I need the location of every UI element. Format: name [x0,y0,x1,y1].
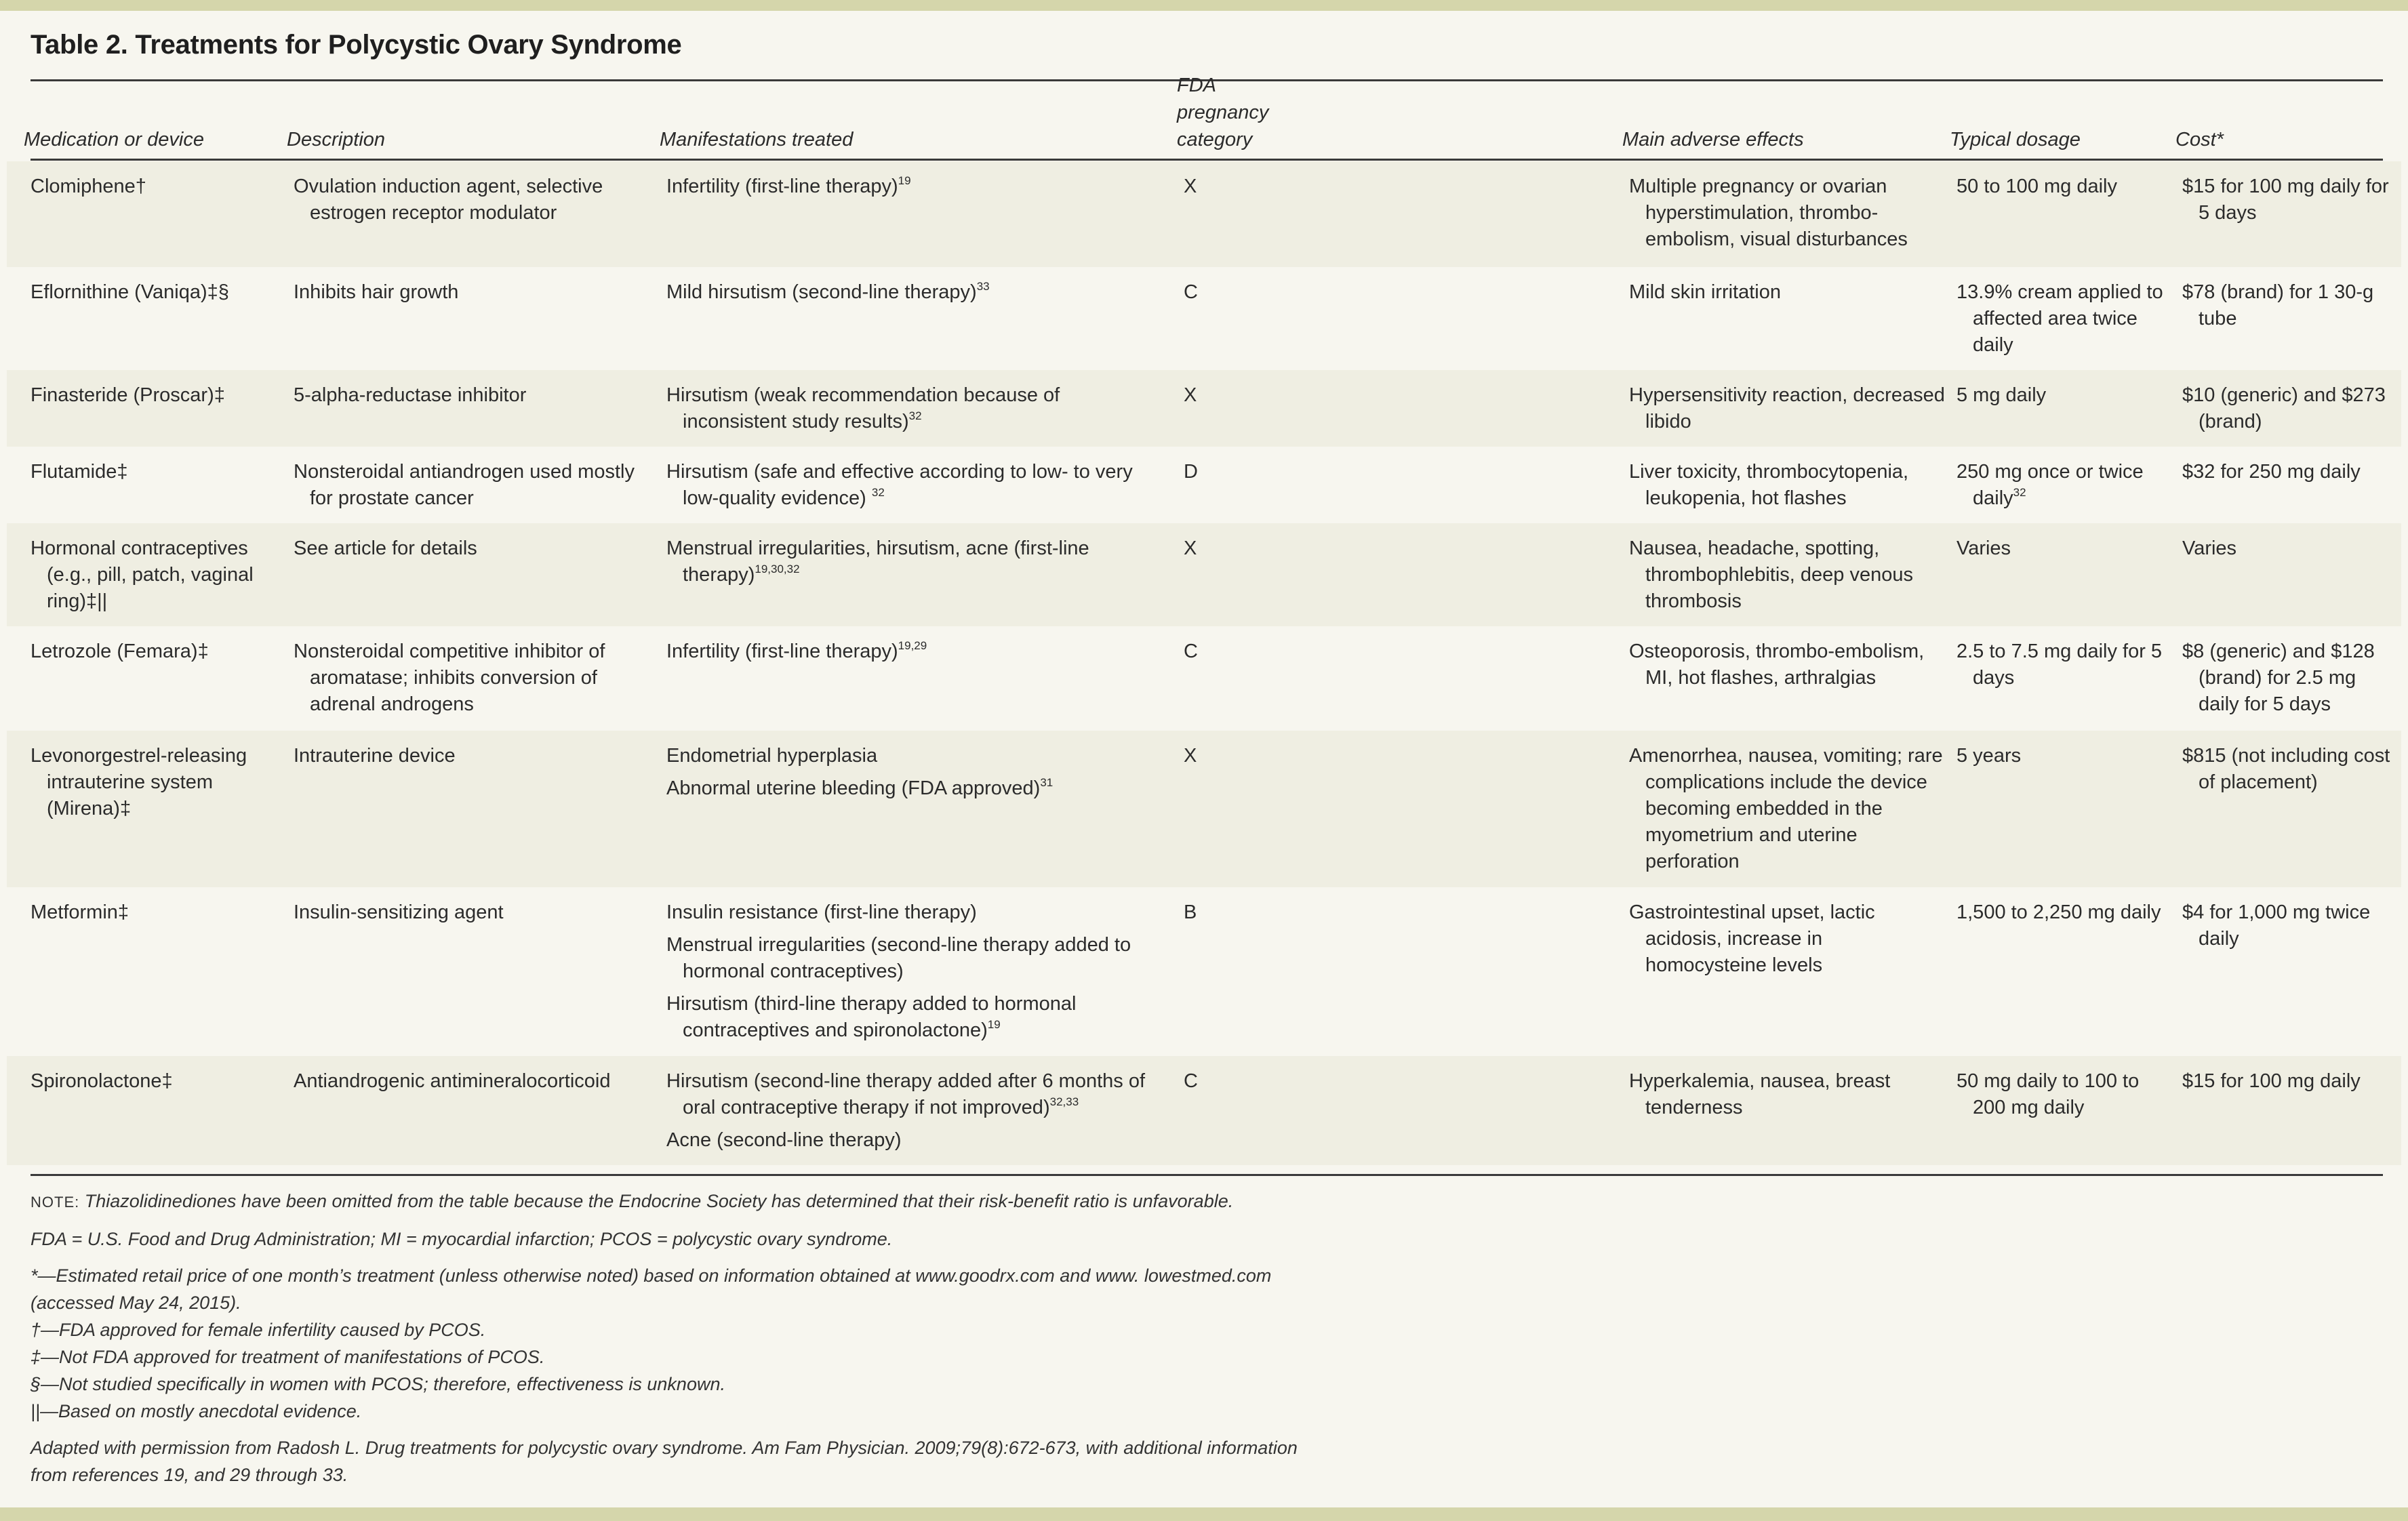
reference-superscript: 19 [898,174,911,187]
cell-fda-category [1184,638,1319,665]
cell-manifestations [666,535,1168,594]
table-row [7,161,2401,267]
manifestation-text: Hirsutism (third-line therapy added to hormonal contraceptives and spironolactone) [666,993,1077,1041]
note-line [31,1188,2335,1216]
cell-adverse-effects [1629,279,1948,306]
dosage-text: 2.5 to 7.5 mg daily for 5 days [1956,641,2163,689]
cell-adverse-effects [1629,1068,1948,1121]
reference-superscript: 19 [987,1018,1001,1031]
reference-superscript: 32,33 [1049,1095,1079,1108]
cell-medication [31,1068,281,1095]
cost-text: $815 (not including cost of placement) [2182,745,2390,793]
reference-superscript: 19,29 [898,639,927,652]
header-fda-category [1177,72,1312,153]
medication-text: Spironolactone‡ [31,1070,173,1092]
header-adverse-effects: Main adverse effects [1622,129,1804,150]
cell-description [294,535,646,562]
table-row [7,626,2401,731]
bottom-decorative-band [0,1507,2408,1521]
fda-category-text: B [1184,901,1197,923]
reference-superscript: 32 [2013,486,2026,499]
reference-superscript: 32 [871,486,885,499]
dosage-line [1956,638,2173,691]
table-bottom-rule [31,1174,2383,1176]
dosage-text: 1,500 to 2,250 mg daily [1956,901,2161,923]
cell-cost [2182,382,2399,435]
medication-text: Flutamide‡ [31,461,128,483]
adverse-effects-text: Hyperkalemia, nausea, breast tenderness [1629,1070,1891,1118]
medication-text: Hormonal contraceptives (e.g., pill, patch, vaginal ring)‡|| [31,538,254,612]
cell-manifestations [666,899,1168,1050]
cell-dosage [1956,459,2173,512]
dosage-line [1956,279,2173,359]
manifestation-item [666,1127,1168,1154]
dosage-line [1956,899,2173,926]
header-dosage: Typical dosage [1950,129,2081,150]
cell-medication [31,382,281,409]
manifestation-item [666,638,1168,665]
source-attribution: Adapted with permission from Radosh L. Drug treatments for polycystic ovary syndrome. Am Fam Physician. 2009;79(8):672-673, with additional information from references 19, and 29 through 33. [31,1438,1298,1485]
cell-description [294,1068,646,1095]
cell-dosage [1956,743,2173,769]
table-row [7,267,2401,370]
fda-category-text: C [1184,281,1198,303]
table-row [7,370,2401,447]
manifestation-text: Insulin resistance (first-line therapy) [666,901,977,923]
dosage-text: Varies [1956,538,2011,559]
cell-fda-category [1184,382,1319,409]
medication-text: Levonorgestrel-releasing intrauterine system (Mirena)‡ [31,745,247,819]
adverse-effects-text: Multiple pregnancy or ovarian hyperstimulation, thrombo-embolism, visual disturbances [1629,176,1908,250]
cell-dosage [1956,174,2173,200]
dosage-line [1956,743,2173,769]
header-fda-line2: category [1177,129,1253,150]
cell-description [294,382,646,409]
manifestation-text: Abnormal uterine bleeding (FDA approved) [666,777,1041,799]
cell-cost [2182,174,2399,226]
manifestation-item [666,991,1168,1044]
dosage-text: 50 to 100 mg daily [1956,176,2117,197]
cell-dosage [1956,1068,2173,1121]
dosage-text: 13.9% cream applied to affected area twice daily [1956,281,2163,356]
cost-text: $4 for 1,000 mg twice daily [2182,901,2371,950]
dosage-text: 5 mg daily [1956,384,2047,406]
reference-superscript: 33 [976,280,990,293]
cell-dosage [1956,279,2173,359]
cell-cost [2182,459,2399,485]
cell-description [294,743,646,769]
fda-category-text: C [1184,1070,1198,1092]
table-row [7,523,2401,626]
cell-adverse-effects [1629,382,1948,435]
reference-superscript: 32 [908,409,922,422]
cell-dosage [1956,535,2173,562]
medication-text: Eflornithine (Vaniqa)‡§ [31,281,229,303]
medication-text: Clomiphene† [31,176,146,197]
manifestation-text: Infertility (first-line therapy) [666,176,898,197]
abbreviations: FDA = U.S. Food and Drug Administration; MI = myocardial infarction; PCOS = polycystic ovary syndrome. [31,1229,893,1249]
cell-description [294,279,646,306]
manifestation-item [666,899,1168,926]
cell-medication [31,899,281,926]
dosage-text: 50 mg daily to 100 to 200 mg daily [1956,1070,2140,1118]
footnote-dagger: †—FDA approved for female infertility caused by PCOS. [31,1320,486,1340]
cell-fda-category [1184,279,1319,306]
fda-category-text: X [1184,538,1197,559]
medication-text: Metformin‡ [31,901,129,923]
manifestation-item [666,459,1168,512]
manifestation-text: Menstrual irregularities (second-line therapy added to hormonal contraceptives) [666,934,1131,982]
dosage-text: 250 mg once or twice daily [1956,461,2144,509]
cell-adverse-effects [1629,638,1948,691]
manifestation-text: Mild hirsutism (second-line therapy) [666,281,977,303]
cost-text: $32 for 250 mg daily [2182,461,2361,483]
footnote-double-dagger: ‡—Not FDA approved for treatment of manifestations of PCOS. [31,1347,545,1367]
manifestation-item [666,743,1168,769]
cell-medication [31,743,281,822]
fda-category-text: X [1184,176,1197,197]
dosage-line [1956,1068,2173,1121]
description-text: Nonsteroidal competitive inhibitor of aromatase; inhibits conversion of adrenal androgens [294,641,605,715]
cost-text: $78 (brand) for 1 30-g tube [2182,281,2374,329]
table-row [7,731,2401,887]
adverse-effects-text: Osteoporosis, thrombo-embolism, MI, hot flashes, arthralgias [1629,641,1925,689]
cost-text: $8 (generic) and $128 (brand) for 2.5 mg daily for 5 days [2182,641,2375,715]
cell-manifestations [666,743,1168,808]
cell-dosage [1956,899,2173,926]
description-text: Insulin-sensitizing agent [294,901,504,923]
cost-text: Varies [2182,538,2237,559]
fda-category-text: C [1184,641,1198,662]
cell-manifestations [666,638,1168,671]
table-row [7,447,2401,523]
manifestation-item [666,382,1168,435]
description-text: Antiandrogenic antimineralocorticoid [294,1070,611,1092]
footnote-cost: *—Estimated retail price of one month’s treatment (unless otherwise noted) based on information obtained at www.goodrx.com and www. lowestmed.com (accessed May 24, 2015). [31,1265,1272,1313]
reference-superscript: 31 [1040,776,1054,789]
cell-manifestations [666,382,1168,441]
cell-description [294,174,646,226]
cell-fda-category [1184,1068,1319,1095]
manifestation-text: Menstrual irregularities, hirsutism, acne (first-line therapy) [666,538,1089,586]
cost-text: $15 for 100 mg daily [2182,1070,2361,1092]
description-text: Intrauterine device [294,745,456,767]
cell-cost [2182,638,2399,718]
header-manifestations: Manifestations treated [660,129,854,150]
manifestation-text: Hirsutism (weak recommendation because of inconsistent study results) [666,384,1060,432]
manifestation-item [666,932,1168,985]
header-description: Description [287,129,386,150]
note-text: Thiazolidinediones have been omitted from the table because the Endocrine Society has determined that their risk-benefit ratio is unfavorable. [79,1191,1234,1211]
fda-category-text: X [1184,745,1197,767]
header-medication: Medication or device [24,129,204,150]
manifestation-item [666,279,1168,306]
header-rule [31,159,2383,161]
table-notes [31,1188,2335,1488]
cell-fda-category [1184,174,1319,200]
manifestation-item [666,1068,1168,1121]
cost-text: $15 for 100 mg daily for 5 days [2182,176,2389,224]
cell-description [294,459,646,512]
footnote-section: §—Not studied specifically in women with PCOS; therefore, effectiveness is unknown. [31,1374,725,1394]
cell-manifestations [666,1068,1168,1160]
description-text: See article for details [294,538,477,559]
cell-adverse-effects [1629,174,1948,253]
cell-cost [2182,279,2399,332]
fda-category-text: D [1184,461,1198,483]
manifestation-text: Hirsutism (second-line therapy added after 6 months of oral contraceptive therapy if not improved) [666,1070,1146,1118]
cell-fda-category [1184,535,1319,562]
description-text: Nonsteroidal antiandrogen used mostly for prostate cancer [294,461,635,509]
fda-category-text: X [1184,384,1197,406]
dosage-line [1956,174,2173,200]
dosage-line [1956,535,2173,562]
cell-fda-category [1184,899,1319,926]
adverse-effects-text: Nausea, headache, spotting, thrombophlebitis, deep venous thrombosis [1629,538,1913,612]
cell-medication [31,459,281,485]
manifestation-text: Infertility (first-line therapy) [666,641,898,662]
medication-text: Finasteride (Proscar)‡ [31,384,225,406]
dosage-line [1956,459,2173,512]
cell-dosage [1956,382,2173,409]
dosage-text: 5 years [1956,745,2022,767]
dosage-line [1956,382,2173,409]
cell-dosage [1956,638,2173,691]
adverse-effects-text: Amenorrhea, nausea, vomiting; rare complications include the device becoming embedded in the myometrium and uterine perforation [1629,745,1943,872]
cell-adverse-effects [1629,535,1948,615]
note-label: NOTE: [31,1194,80,1211]
cell-description [294,638,646,718]
cell-cost [2182,743,2399,796]
reference-superscript: 19,30,32 [755,563,800,575]
cost-text: $10 (generic) and $273 (brand) [2182,384,2386,432]
description-text: Ovulation induction agent, selective estrogen receptor modulator [294,176,603,224]
cell-manifestations [666,174,1168,206]
cell-adverse-effects [1629,899,1948,979]
table-row [7,887,2401,1056]
cell-cost [2182,535,2399,562]
cell-cost [2182,899,2399,952]
footnote-parallel: ||—Based on mostly anecdotal evidence. [31,1401,362,1421]
manifestation-item [666,535,1168,588]
header-cost: Cost* [2175,129,2224,150]
cell-fda-category [1184,743,1319,769]
table-header [0,75,2408,159]
medication-text: Letrozole (Femara)‡ [31,641,209,662]
description-text: 5-alpha-reductase inhibitor [294,384,527,406]
manifestation-item [666,174,1168,200]
cell-manifestations [666,459,1168,518]
cell-adverse-effects [1629,743,1948,875]
cell-description [294,899,646,926]
top-decorative-band [0,0,2408,11]
cell-manifestations [666,279,1168,312]
manifestation-text: Acne (second-line therapy) [666,1129,902,1151]
manifestation-item [666,775,1168,802]
cell-fda-category [1184,459,1319,485]
header-fda-line1: FDA pregnancy [1177,75,1269,123]
table-title: Table 2. Treatments for Polycystic Ovary Syndrome [31,30,682,60]
manifestation-text: Hirsutism (safe and effective according to low- to very low-quality evidence) [666,461,1133,509]
adverse-effects-text: Liver toxicity, thrombocytopenia, leukopenia, hot flashes [1629,461,1909,509]
cell-medication [31,279,281,306]
manifestation-text: Endometrial hyperplasia [666,745,878,767]
cell-medication [31,174,281,200]
table-row [7,1056,2401,1165]
adverse-effects-text: Gastrointestinal upset, lactic acidosis, increase in homocysteine levels [1629,901,1875,976]
description-text: Inhibits hair growth [294,281,459,303]
cell-medication [31,638,281,665]
adverse-effects-text: Mild skin irritation [1629,281,1781,303]
cell-adverse-effects [1629,459,1948,512]
adverse-effects-text: Hypersensitivity reaction, decreased libido [1629,384,1945,432]
cell-cost [2182,1068,2399,1095]
cell-medication [31,535,281,615]
